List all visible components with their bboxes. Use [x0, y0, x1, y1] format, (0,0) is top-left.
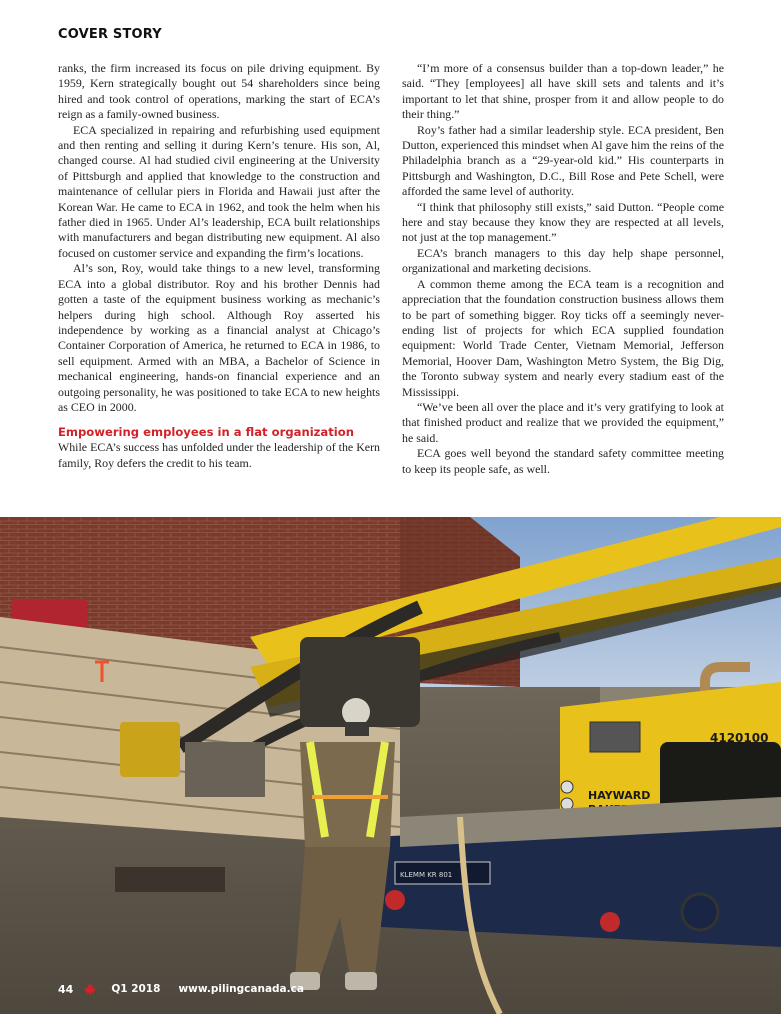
- article-column-left: [58, 61, 380, 471]
- svg-text:HAYWARD: HAYWARD: [588, 789, 651, 802]
- paragraph: “I’m more of a consensus builder than a top-down leader,” he said. “They [employees] all have skill sets and talents and it’s important to let that shine, prosper from it and allow people to do their thing.”: [402, 61, 724, 122]
- svg-text:KLEMM KR 801: KLEMM KR 801: [400, 871, 453, 879]
- paragraph: “We’ve been all over the place and it’s very gratifying to look at that finished product and realize that we provided the equipment,” he said.: [402, 399, 724, 445]
- paragraph: Roy’s father had a similar leadership style. ECA president, Ben Dutton, experienced this mindset when Al gave him the reins of the Philadelphia branch as a “29-year-old kid.” His counterparts in Pittsburgh and Washington, D.C., Bill Rose and Pete Schell, were afforded the same level of authority.: [402, 122, 724, 199]
- section-label: COVER STORY: [58, 27, 162, 42]
- paragraph: “I think that philosophy still exists,” said Dutton. “People come here and stay because they know they are respected at all levels, not just at the top management.”: [402, 199, 724, 245]
- paragraph: ranks, the firm increased its focus on pile driving equipment. By 1959, Kern strategically bought out 54 shareholders since being hired and took control of operations, marking the start of ECA’s reign as a family-owned business.: [58, 61, 380, 122]
- paragraph: While ECA’s success has unfolded under the leadership of the Kern family, Roy defers the credit to his team.: [58, 440, 380, 470]
- paragraph: ECA specialized in repairing and refurbishing used equipment and then renting and selling it during Kern’s tenure. His son, Al, changed course. Al had studied civil engineering at the University of Pittsburgh and applied that knowledge to the construction and maintenance of cellular piers in Florida and Hawaii just after the Korean War. He came to ECA in 1962, and took the helm when his father died in 1965. Under Al’s leadership, ECA built relationships with manufacturers and began distributing new equipment. Al also focused on customer service and expanding the firm’s locations.: [58, 122, 380, 260]
- issue-label: Q1 2018: [111, 983, 161, 995]
- paragraph: ECA’s branch managers to this day help shape personnel, organizational and marketing decisions.: [402, 245, 724, 276]
- maple-leaf-icon: [83, 982, 97, 996]
- paragraph: ECA goes well beyond the standard safety committee meeting to keep its people safe, as well.: [402, 446, 724, 476]
- page-footer: [58, 981, 304, 997]
- page-number: 44: [58, 982, 74, 996]
- paragraph: A common theme among the ECA team is a recognition and appreciation that the foundation construction business allows them to be part of something bigger. Roy ticks off a seemingly never-ending list of projects for which ECA supplied foundation equipment: World Trade Center, Vietnam Memorial, Jefferson Memorial, Hoover Dam, Washington Metro System, the Big Dig, the Toronto subway system and nearly every stadium east of the Mississippi.: [402, 276, 724, 399]
- article-column-right: [402, 61, 724, 477]
- subheading: Empowering employees in a flat organization: [58, 425, 354, 440]
- construction-site-photo: [0, 517, 781, 1014]
- paragraph: Al’s son, Roy, would take things to a new level, transforming ECA into a global distributor. Roy and his brother Dennis had gotten a taste of the equipment business working as mechanic’s helpers during high school. Although Roy asserted his independence by working as a financial analyst at Chicago’s Container Corporation of America, he returned to ECA in 1986, to sell equipment. Armed with an MBA, a Bachelor of Science in mechanical engineering, hands-on financial experience and an outgoing personality, he was positioned to take ECA to new heights as CEO in 2000.: [58, 261, 380, 414]
- website-link[interactable]: www.pilingcanada.ca: [178, 983, 304, 995]
- machine-number: 4120100: [710, 731, 769, 745]
